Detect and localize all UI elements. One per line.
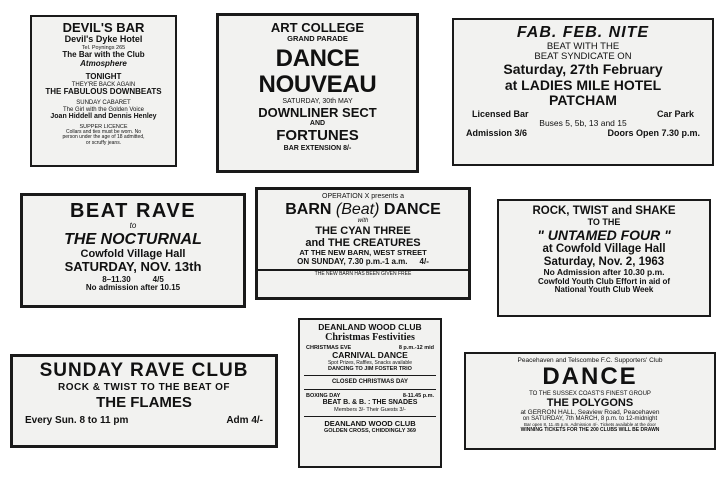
ad-title: DANCE bbox=[542, 363, 638, 391]
event-time: 8 p.m.-12 mid bbox=[398, 345, 434, 352]
note: Collars and ties must be worn. No bbox=[65, 128, 142, 135]
ad-title: SUNDAY RAVE CLUB bbox=[39, 360, 249, 381]
note: person under the age of 18 admitted, bbox=[62, 134, 145, 141]
footer-note: WINNING TICKETS FOR THE 200 CLUBS WILL BE DRAWN bbox=[520, 426, 660, 433]
performers: Joan Hiddell and Dennis Henley bbox=[50, 113, 157, 121]
car-park: Car Park bbox=[656, 108, 694, 119]
subtitle: BEAT SYNDICATE ON bbox=[534, 51, 632, 63]
town: PATCHAM bbox=[549, 92, 617, 109]
rock-twist-shake-ad bbox=[497, 199, 711, 317]
event-time: 8-11.45 p.m. bbox=[402, 392, 434, 399]
footer-address: GOLDEN CROSS, CHIDDINGLY 369 bbox=[324, 427, 416, 434]
note: National Youth Club Week bbox=[554, 285, 654, 295]
subtitle: Christmas Festivities bbox=[325, 332, 415, 344]
sunday-rave-club-ad bbox=[10, 354, 278, 448]
band-name: THE CYAN THREE bbox=[315, 224, 411, 237]
deanland-wood-club-ad bbox=[298, 318, 442, 468]
band-name: THE NOCTURNAL bbox=[64, 230, 202, 248]
price: 4/- bbox=[419, 257, 429, 267]
subtitle: GRAND PARADE bbox=[287, 34, 348, 44]
venue: at Cowfold Village Hall bbox=[542, 242, 666, 255]
dancing: DANCING TO JIM FOSTER TRIO bbox=[328, 366, 412, 373]
and-text: AND bbox=[309, 120, 326, 128]
event-time: ON SUNDAY, 7.30 p.m.-1 a.m. bbox=[297, 257, 408, 267]
ad-title: ART COLLEGE bbox=[270, 20, 365, 35]
tagline: The Bar with the Club bbox=[62, 50, 145, 60]
barn-dance-ad bbox=[255, 187, 471, 300]
event-time: 8–11.30 bbox=[102, 274, 131, 284]
band-name: THE POLYGONS bbox=[546, 397, 634, 410]
band-name: THE FLAMES bbox=[96, 393, 192, 411]
event-title: DANCE bbox=[275, 44, 360, 72]
art-college-ad bbox=[216, 13, 419, 173]
ad-title: FAB. FEB. NITE bbox=[516, 24, 650, 41]
ad-title: DEVIL'S BAR bbox=[62, 20, 145, 35]
spot-prizes: Spot Prizes, Raffles, Snacks available bbox=[327, 359, 413, 366]
subtitle: ROCK & TWIST TO THE BEAT OF bbox=[57, 381, 230, 393]
footer-title: DEANLAND WOOD CLUB bbox=[324, 418, 416, 428]
peacehaven-dance-ad bbox=[464, 352, 716, 450]
admission: Adm 4/- bbox=[226, 415, 263, 427]
ad-title: DEANLAND WOOD CLUB bbox=[318, 322, 422, 332]
band-name: DOWNLINER SECT bbox=[258, 105, 377, 121]
divider bbox=[304, 389, 436, 390]
cabaret: SUNDAY CABARET bbox=[76, 100, 131, 107]
event-date: SATURDAY, NOV. 13th bbox=[64, 259, 202, 275]
licence: SUPPER LICENCE bbox=[79, 123, 128, 130]
venue: Devil's Dyke Hotel bbox=[64, 34, 143, 45]
venue: at GERRON HALL, Seaview Road, Peacehaven bbox=[520, 409, 660, 417]
cabaret-sub: The Girl with the Golden Voice bbox=[62, 106, 145, 113]
admission: Admission 3/6 bbox=[466, 127, 528, 138]
bar-extension: BAR EXTENSION 8/- bbox=[283, 144, 352, 152]
event-time: Every Sun. 8 to 11 pm bbox=[25, 415, 129, 427]
bar-note: Bar open 8, 11.45 p.m. Admission 4/-. Tickets available at the door bbox=[524, 421, 656, 427]
band-name: and THE CREATURES bbox=[305, 236, 421, 249]
closed-notice: CLOSED CHRISTMAS DAY bbox=[331, 379, 409, 386]
christmas-eve: CHRISTMAS EVE bbox=[306, 345, 352, 352]
tagline: Atmosphere bbox=[80, 59, 127, 69]
venue: Cowfold Village Hall bbox=[80, 248, 186, 261]
divider bbox=[304, 375, 436, 376]
phone: Tel. Poynings 265 bbox=[81, 45, 126, 52]
note: or scruffy jeans. bbox=[85, 139, 122, 146]
subtitle: BEAT WITH THE bbox=[546, 40, 620, 52]
price: 4/5 bbox=[152, 274, 164, 284]
admission: No Admission after 10.30 p.m. bbox=[543, 267, 665, 278]
ad-title: BEAT RAVE bbox=[69, 200, 197, 222]
tonight: TONIGHT bbox=[85, 71, 122, 81]
with-text: with bbox=[357, 218, 369, 225]
band-name: " UNTAMED FOUR " bbox=[537, 226, 671, 243]
devils-bar-ad bbox=[30, 15, 177, 167]
title-part: BARN bbox=[285, 200, 332, 218]
presents: OPERATION X presents a bbox=[322, 193, 404, 200]
subtitle: TO THE SUSSEX COAST'S FINEST GROUP bbox=[529, 390, 651, 397]
event-date: SATURDAY, 30th MAY bbox=[282, 98, 353, 106]
event-date: Saturday, 27th February bbox=[503, 61, 663, 78]
boxing-day: BOXING DAY bbox=[306, 392, 341, 399]
fab-feb-nite-ad bbox=[452, 18, 714, 166]
venue: AT THE NEW BARN, WEST STREET bbox=[299, 248, 427, 258]
doors: Doors Open 7.30 p.m. bbox=[607, 127, 700, 138]
buses: Buses 5, 5b, 13 and 15 bbox=[539, 117, 627, 128]
carnival-dance: CARNIVAL DANCE bbox=[332, 350, 408, 361]
admission-note: No admission after 10.15 bbox=[85, 282, 181, 292]
to-text: to bbox=[129, 221, 137, 230]
beat-rave-ad bbox=[20, 193, 246, 308]
footer-note: THE NEW BARN HAS BEEN GIVEN FREE bbox=[314, 271, 412, 278]
club-name: Peacehaven and Telscombe F.C. Supporters' Club bbox=[517, 357, 663, 364]
title-part: DANCE bbox=[383, 200, 441, 218]
note: Cowfold Youth Club Effort in aid of bbox=[537, 276, 671, 286]
ad-title: ROCK, TWIST and SHAKE bbox=[532, 205, 676, 217]
band-name: FORTUNES bbox=[276, 127, 359, 144]
event-title: NOUVEAU bbox=[258, 70, 377, 98]
event-date: Saturday, Nov. 2, 1963 bbox=[543, 255, 665, 268]
event-date: on SATURDAY, 7th MARCH, 8 p.m. to 12-midnight bbox=[522, 416, 658, 423]
divider bbox=[304, 416, 436, 417]
back-again: THEY'RE BACK AGAIN bbox=[71, 81, 136, 88]
band-name: BEAT B. & B. : THE SNADES bbox=[322, 398, 418, 406]
licensed-bar: Licensed Bar bbox=[472, 108, 529, 119]
venue: at LADIES MILE HOTEL bbox=[504, 76, 662, 93]
to-the: TO THE bbox=[587, 216, 621, 227]
band-name: THE FABULOUS DOWNBEATS bbox=[45, 87, 162, 97]
members-price: Members 3/- Their Guests 3/- bbox=[334, 406, 406, 413]
title-part: (Beat) bbox=[335, 200, 380, 218]
